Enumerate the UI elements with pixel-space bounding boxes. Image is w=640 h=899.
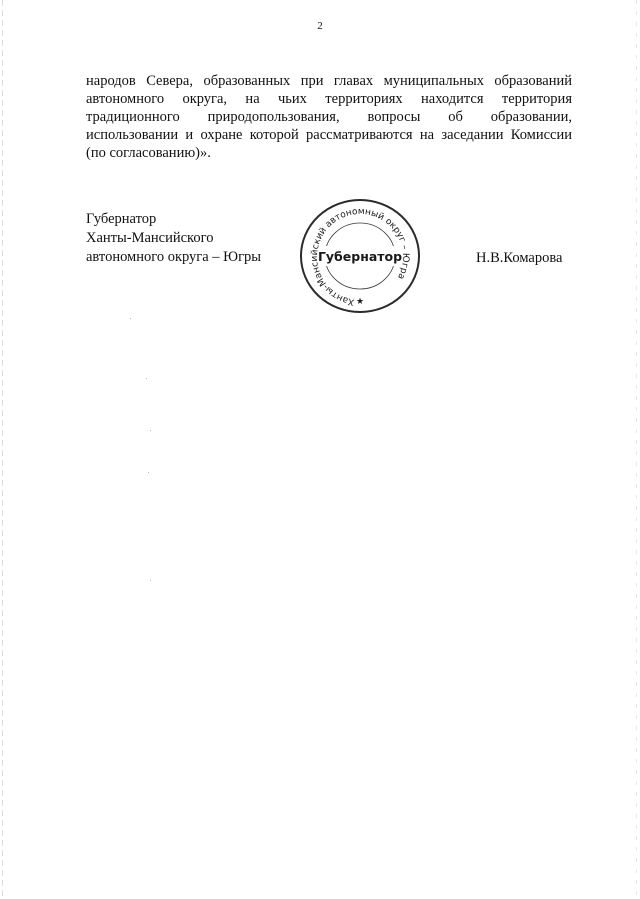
scan-speck (150, 580, 151, 581)
scan-speck (150, 430, 151, 431)
scan-edge-left (2, 0, 3, 899)
body-paragraph (86, 72, 572, 162)
body-line-5: (по согласованию)». (86, 145, 211, 161)
scan-speck (146, 378, 147, 379)
signer-title (86, 210, 261, 267)
body-line-4: использовании и охране которой рассматриваются на заседании Комиссии (86, 127, 572, 143)
seal-star-icon: ★ (355, 297, 365, 307)
seal-graphic (298, 196, 422, 316)
official-seal-stamp (298, 196, 422, 316)
seal-ring-text: Ханты-Мансийский автономный округ – Югра (309, 206, 411, 307)
body-line-2: автономного округа, на чьих территориях находится территория (86, 91, 572, 107)
signer-title-line-2: Ханты-Мансийского (86, 230, 214, 246)
signer-title-line-1: Губернатор (86, 211, 157, 227)
scan-edge-right (636, 0, 637, 899)
body-line-1: народов Севера, образованных при главах муниципальных образований (86, 73, 572, 89)
signer-name: Н.В.Комарова (476, 250, 563, 266)
signer-title-line-3: автономного округа – Югры (86, 249, 262, 265)
scan-speck (130, 318, 131, 319)
page-number: 2 (317, 20, 323, 32)
scan-speck (148, 472, 149, 473)
seal-center-text: Губернатор (317, 249, 403, 264)
body-line-3: традиционного природопользования, вопросы об образовании, (86, 109, 572, 125)
